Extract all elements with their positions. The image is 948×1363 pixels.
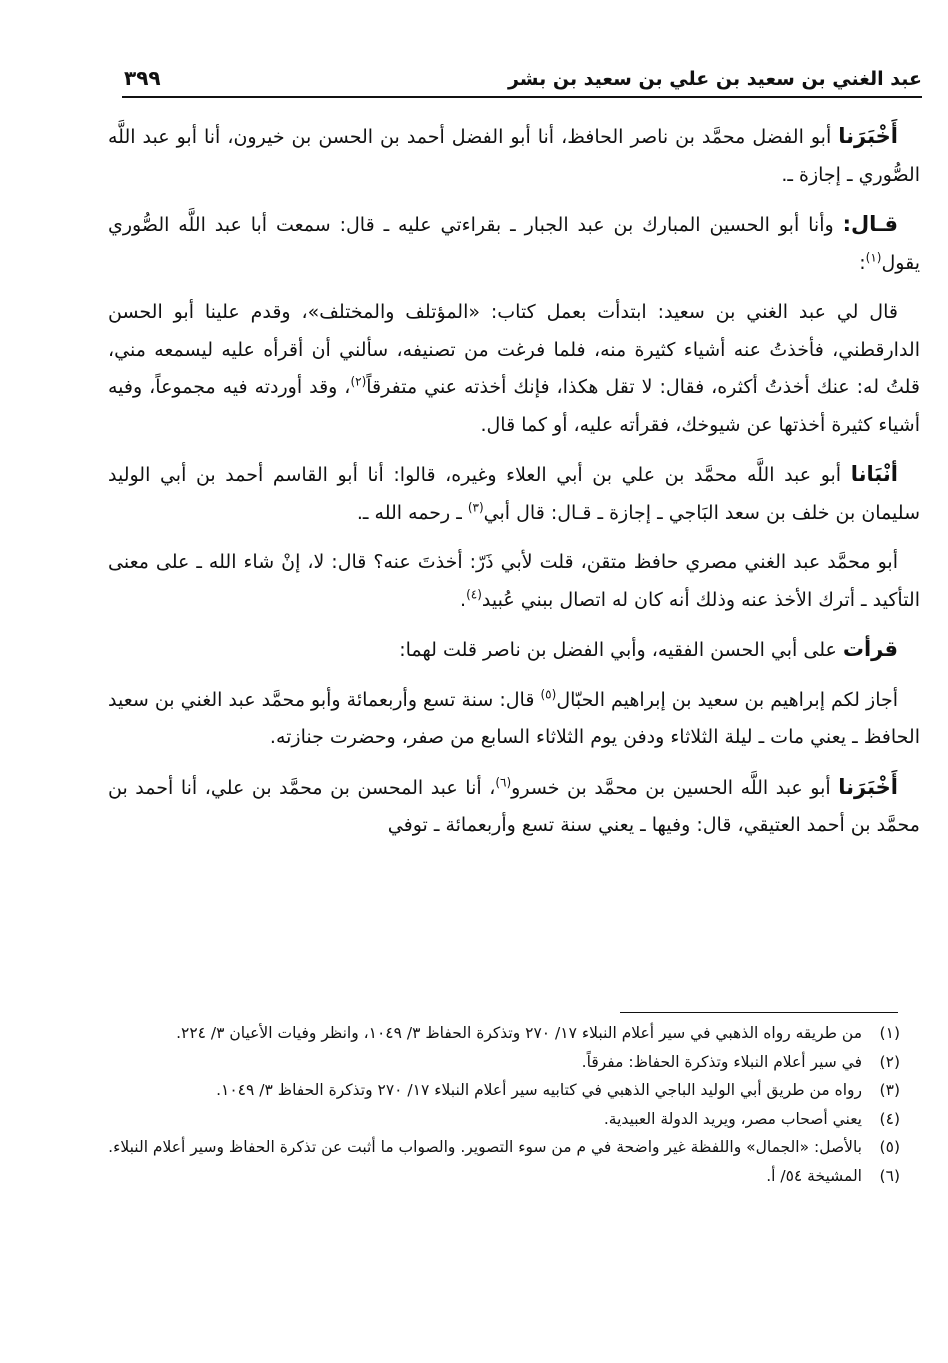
footnote-number: (٥)	[879, 1138, 900, 1156]
footnote-ref: (٣)	[467, 500, 484, 515]
paragraph-text: أجاز لكم إبراهيم بن سعيد بن إبراهيم الحبّال	[556, 688, 899, 711]
running-title: عبد الغني بن سعيد بن علي بن سعيد بن بشر	[507, 68, 922, 90]
footnote-text: بالأصل: «الجمال» واللفظة غير واضحة في م من سوء التصوير. والصواب ما أثبت عن تذكرة الحفاظ وسير أعلام النبلاء.	[108, 1138, 862, 1156]
running-header	[122, 58, 922, 98]
paragraph	[108, 206, 920, 282]
paragraph-text: أبو عبد اللَّه محمَّد بن علي بن أبي العلاء وغيره، قالوا: أنا أبو القاسم أحمد بن أبي الوليد سليمان بن خلف بن سعد البَاجي ـ إجازة ـ قـال: قال أبي	[108, 464, 920, 524]
footnote-number: (٣)	[879, 1081, 900, 1099]
footnote-separator	[620, 1012, 898, 1013]
footnote-number: (٢)	[879, 1052, 900, 1071]
footnote-text: رواه من طريق أبي الوليد الباجي الذهبي في كتابيه سير أعلام النبلاء ١٧/ ٢٧٠ وتذكرة الحفاظ ٣/ ١٠٤٩.	[216, 1081, 862, 1099]
footnote	[100, 1136, 900, 1160]
paragraph	[108, 544, 920, 619]
paragraph-text: على أبي الحسن الفقيه، وأبي الفضل بن ناصر قلت لهما:	[399, 639, 843, 661]
paragraph-lead: أنْبَانا	[850, 462, 898, 486]
paragraph	[108, 631, 920, 670]
header-rule	[122, 96, 922, 98]
footnote-number: (٤)	[879, 1109, 900, 1128]
paragraph-text: أبو الفضل محمَّد بن ناصر الحافظ، أنا أبو الفضل أحمد بن الحسن بن خيرون، أنا أبو عبد اللَّه الصُّوري ـ إجازة ـ.	[108, 126, 920, 186]
footnote-ref: (٦)	[495, 775, 512, 790]
paragraph	[108, 769, 920, 845]
paragraph-tail: :	[859, 251, 866, 274]
footnote-text: يعني أصحاب مصر، ويريد الدولة العبيدية.	[603, 1109, 862, 1128]
paragraph-lead: أَخْبَرَنا	[838, 124, 898, 148]
paragraph	[108, 294, 920, 444]
paragraph-lead: قرأت	[842, 637, 898, 661]
footnote	[100, 1022, 900, 1046]
footnote-number: (٦)	[879, 1166, 900, 1185]
footnote	[100, 1079, 900, 1103]
paragraph-tail: ، أنا عبد المحسن بن محمَّد بن علي، أنا أحمد بن محمَّد بن أحمد العتيقي، قال: وفيها ـ يعني سنة تسع وأربعمائة ـ توفي	[108, 776, 920, 836]
footnote	[100, 1108, 900, 1132]
footnotes	[100, 1022, 900, 1193]
footnote-ref: (٤)	[466, 587, 482, 602]
footnote-ref: (٥)	[540, 687, 557, 702]
paragraph	[108, 682, 920, 757]
page-number: ٣٩٩	[124, 66, 161, 90]
paragraph-tail: قال: سنة تسع وأربعمائة وأبو محمَّد عبد الغني بن سعيد الحافظ ـ يعني مات ـ ليلة الثلاثاء ودفن يوم الثلاثاء السابع من صفر، وحضرت جنازته.	[108, 688, 920, 748]
paragraph-text: أبو محمَّد عبد الغني مصري حافظ متقن، قلت لأبي ذَرّ: أخذتَ عنه؟ قال: لا، إنْ شاء الله ـ على معنى التأكيد ـ أترك الأخذ عنه وذلك أنه كان له اتصال ببني عُبيد	[108, 551, 920, 611]
paragraph-lead: قـال:	[842, 212, 898, 236]
footnote-ref: (١)	[865, 250, 882, 265]
paragraph-text: أبو عبد اللَّه الحسين بن محمَّد بن خسرو	[511, 776, 839, 799]
main-text	[108, 118, 920, 857]
paragraph-tail: ، وقد أوردته فيه مجموعاً، وفيه أشياء كثيرة أخذتها عن شيوخك، فقرأته عليه، أو كما قال.	[108, 376, 920, 436]
footnote-text: في سير أعلام النبلاء وتذكرة الحفاظ: مفرقاً.	[581, 1052, 862, 1071]
paragraph-text: قال لي عبد الغني بن سعيد: ابتدأت بعمل كتاب: «المؤتلف والمختلف»، وقدم علينا أبو الحسن الدارقطني، فأخذتُ عنه أشياء كثيرة منه، فلما فرغت من تصنيفه، سألني أن أقرأه عليه ليسمعه مني، قلتُ له: عنك أخذتُ أكثره، فقال: لا تقل هكذا، فإنك أخذته عني متفرقاً	[108, 301, 920, 398]
footnote-ref: (٢)	[350, 374, 367, 389]
paragraph	[108, 456, 920, 532]
paragraph-lead: أَخْبَرَنا	[838, 774, 898, 799]
paragraph-tail: .	[460, 588, 467, 611]
footnote-text: من طريقه رواه الذهبي في سير أعلام النبلاء ١٧/ ٢٧٠ وتذكرة الحفاظ ٣/ ١٠٤٩، وانظر وفيات الأعيان ٣/ ٢٢٤.	[176, 1024, 862, 1042]
paragraph-text: وأنا أبو الحسين المبارك بن عبد الجبار ـ بقراءتي عليه ـ قال: سمعت أبا عبد اللَّه الصُّوري يقول	[108, 214, 920, 274]
paragraph	[108, 118, 920, 194]
paragraph-tail: ـ رحمه الله ـ.	[356, 501, 468, 524]
footnote-text: المشيخة ٥٤/ أ.	[766, 1166, 862, 1185]
footnote-number: (١)	[879, 1024, 900, 1042]
footnote	[100, 1165, 900, 1189]
footnote	[100, 1051, 900, 1075]
